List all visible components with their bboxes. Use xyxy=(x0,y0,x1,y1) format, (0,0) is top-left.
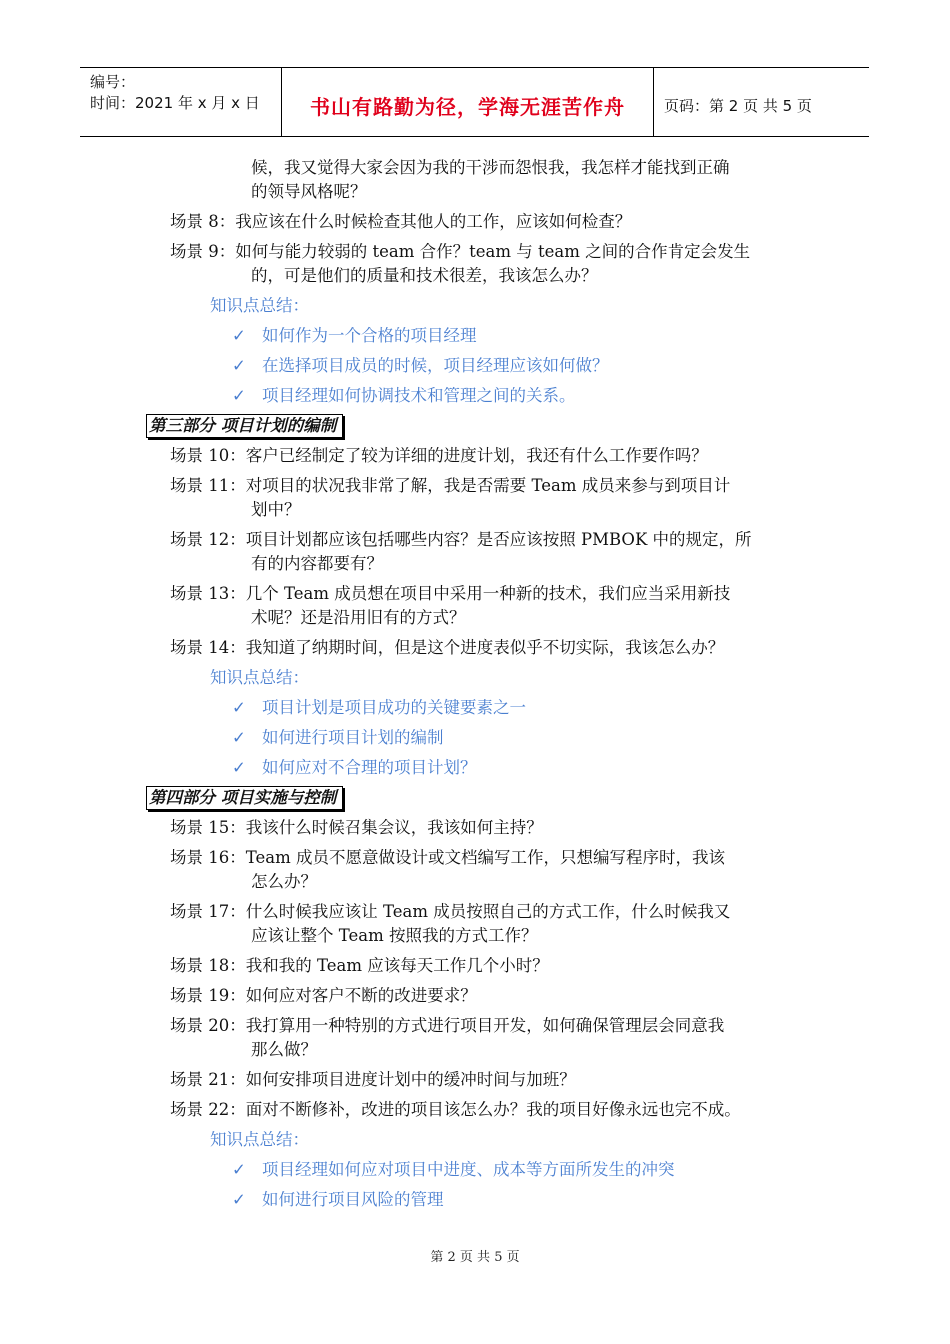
scene-line xyxy=(0,528,950,552)
knowledge-point xyxy=(0,354,950,378)
knowledge-point-text: 项目经理如何应对项目中进度、成本等方面所发生的冲突 xyxy=(262,1160,675,1179)
knowledge-point xyxy=(0,1188,950,1212)
scene-line xyxy=(0,900,950,924)
knowledge-point xyxy=(0,1158,950,1182)
knowledge-point xyxy=(0,726,950,750)
scene-label: 场景 11： xyxy=(170,476,246,495)
knowledge-point xyxy=(0,384,950,408)
scene-text: 我知道了纳期时间，但是这个进度表似乎不切实际，我该怎么办？ xyxy=(245,638,725,657)
scene-label: 场景 9： xyxy=(170,242,236,261)
continuation-line: 候，我又觉得大家会因为我的干涉而怨恨我，我怎样才能找到正确 xyxy=(251,158,730,177)
scene-label: 场景 16： xyxy=(170,848,246,867)
scene-text: 对项目的状况我非常了解，我是否需要 Team 成员来参与到项目计 xyxy=(245,476,731,495)
page-info: 页码：第 2 页 共 5 页 xyxy=(664,96,812,115)
scene-text: 应该让整个 Team 按照我的方式工作？ xyxy=(251,926,538,945)
scene-line xyxy=(0,924,950,948)
part2-scenes xyxy=(0,210,950,288)
scene-line xyxy=(0,582,950,606)
document-body xyxy=(0,156,950,1212)
scene-label: 场景 18： xyxy=(170,956,246,975)
scene-text: 几个 Team 成员想在项目中采用一种新的技术，我们应当采用新技 xyxy=(245,584,731,603)
scene-text: 划中？ xyxy=(251,500,301,519)
part4-points xyxy=(0,1158,950,1212)
scene-line xyxy=(0,1098,950,1122)
scene-label: 场景 10： xyxy=(170,446,246,465)
scene-line xyxy=(0,954,950,978)
knowledge-point-text: 在选择项目成员的时候，项目经理应该如何做？ xyxy=(262,356,609,375)
scene-line xyxy=(0,984,950,1008)
scene-text: 如何应对客户不断的改进要求？ xyxy=(245,986,477,1005)
check-icon: ✓ xyxy=(232,728,246,747)
scene-line xyxy=(0,210,950,234)
header-table xyxy=(80,67,869,137)
part3-scenes xyxy=(0,444,950,660)
scene-label: 场景 20： xyxy=(170,1016,246,1035)
page-footer: 第 2 页 共 5 页 xyxy=(430,1250,520,1265)
knowledge-summary-label: 知识点总结： xyxy=(210,296,309,315)
scene-line xyxy=(0,474,950,498)
knowledge-point xyxy=(0,696,950,720)
knowledge-summary-label: 知识点总结： xyxy=(210,1130,309,1149)
scene-label: 场景 19： xyxy=(170,986,246,1005)
motto-text: 书山有路勤为径，学海无涯苦作舟 xyxy=(310,94,625,119)
scene-label: 场景 15： xyxy=(170,818,246,837)
scene-line xyxy=(0,444,950,468)
scene-text: 我应该在什么时候检查其他人的工作，应该如何检查？ xyxy=(235,212,632,231)
date-label: 时间：2021 年 x 月 x 日 xyxy=(90,94,260,112)
scene-label: 场景 12： xyxy=(170,530,246,549)
section-title-part3: 第三部分 项目计划的编制 xyxy=(146,414,343,438)
scene-line xyxy=(0,1038,950,1062)
check-icon: ✓ xyxy=(232,1160,246,1179)
scene-text: 客户已经制定了较为详细的进度计划，我还有什么工作要作吗？ xyxy=(245,446,708,465)
check-icon: ✓ xyxy=(232,326,246,345)
knowledge-point xyxy=(0,756,950,780)
number-label: 编号： xyxy=(90,73,136,91)
section-title-part4: 第四部分 项目实施与控制 xyxy=(146,786,343,810)
scene-text: 什么时候我应该让 Team 成员按照自己的方式工作，什么时候我又 xyxy=(245,902,731,921)
scene-line xyxy=(0,498,950,522)
knowledge-point-text: 如何作为一个合格的项目经理 xyxy=(262,326,477,345)
scene-line xyxy=(0,870,950,894)
knowledge-point-text: 如何进行项目风险的管理 xyxy=(262,1190,444,1209)
scene-text: 术呢？还是沿用旧有的方式？ xyxy=(251,608,466,627)
scene-text: 的，可是他们的质量和技术很差，我该怎么办？ xyxy=(251,266,598,285)
scene-label: 场景 8： xyxy=(170,212,236,231)
scene-line xyxy=(0,1068,950,1092)
scene-label: 场景 17： xyxy=(170,902,246,921)
part3-points xyxy=(0,696,950,780)
scene-text: Team 成员不愿意做设计或文档编写工作，只想编写程序时，我该 xyxy=(245,848,725,867)
check-icon: ✓ xyxy=(232,386,246,405)
knowledge-point-text: 如何应对不合理的项目计划？ xyxy=(262,758,477,777)
part2-points xyxy=(0,324,950,408)
scene-label: 场景 21： xyxy=(170,1070,246,1089)
scene-line xyxy=(0,552,950,576)
continuation-line: 的领导风格呢？ xyxy=(251,182,367,201)
scene-text: 有的内容都要有？ xyxy=(251,554,383,573)
knowledge-point xyxy=(0,324,950,348)
scene-label: 场景 13： xyxy=(170,584,246,603)
scene-line xyxy=(0,606,950,630)
scene-text: 我打算用一种特别的方式进行项目开发，如何确保管理层会同意我 xyxy=(245,1016,725,1035)
header-left-cell xyxy=(80,68,282,136)
knowledge-point-text: 项目经理如何协调技术和管理之间的关系。 xyxy=(262,386,576,405)
check-icon: ✓ xyxy=(232,356,246,375)
scene-text: 项目计划都应该包括哪些内容？是否应该按照 PMBOK 中的规定，所 xyxy=(245,530,752,549)
check-icon: ✓ xyxy=(232,698,246,717)
scene-line xyxy=(0,816,950,840)
scene-line xyxy=(0,1014,950,1038)
scene-text: 我和我的 Team 应该每天工作几个小时？ xyxy=(245,956,549,975)
scene-line xyxy=(0,264,950,288)
header-motto-cell xyxy=(282,68,654,136)
scene-label: 场景 22： xyxy=(170,1100,246,1119)
part4-scenes xyxy=(0,816,950,1122)
scene-text: 如何安排项目进度计划中的缓冲时间与加班？ xyxy=(245,1070,576,1089)
knowledge-point-text: 如何进行项目计划的编制 xyxy=(262,728,444,747)
scene-line xyxy=(0,846,950,870)
scene-text: 怎么办？ xyxy=(251,872,317,891)
check-icon: ✓ xyxy=(232,1190,246,1209)
knowledge-summary-label: 知识点总结： xyxy=(210,668,309,687)
scene-text: 我该什么时候召集会议，我该如何主持？ xyxy=(245,818,543,837)
scene-line xyxy=(0,636,950,660)
scene-line xyxy=(0,240,950,264)
scene-text: 面对不断修补，改进的项目该怎么办？我的项目好像永远也完不成。 xyxy=(245,1100,741,1119)
knowledge-point-text: 项目计划是项目成功的关键要素之一 xyxy=(262,698,526,717)
scene-label: 场景 14： xyxy=(170,638,246,657)
scene-text: 那么做？ xyxy=(251,1040,317,1059)
scene-text: 如何与能力较弱的 team 合作？team 与 team 之间的合作肯定会发生 xyxy=(235,242,751,261)
check-icon: ✓ xyxy=(232,758,246,777)
